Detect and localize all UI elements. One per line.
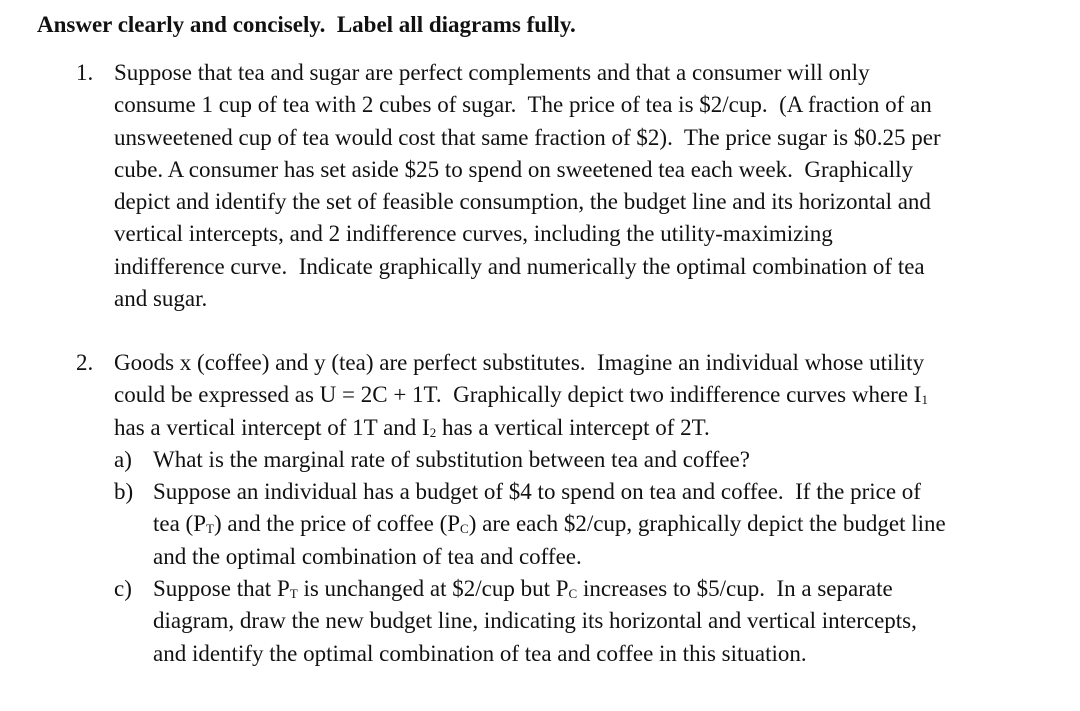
subscript: T (289, 586, 298, 601)
part-c-line-text: is unchanged at $2/cup but P (297, 576, 569, 601)
question-1-line: vertical intercepts, and 2 indifference curves, including the utility-maximizing (114, 221, 833, 247)
question-2-line (114, 379, 1054, 411)
part-c-line: diagram, draw the new budget line, indicating its horizontal and vertical intercepts, (153, 608, 917, 634)
part-a-line: What is the marginal rate of substitution between tea and coffee? (153, 447, 750, 472)
question-1-line: Suppose that tea and sugar are perfect complements and that a consumer will only (114, 60, 870, 85)
question-1-number: 1. (76, 60, 94, 85)
part-b-letter: b) (114, 479, 134, 504)
question-1-line: consume 1 cup of tea with 2 cubes of sugar. The price of tea is $2/cup. (A fraction of an (114, 92, 932, 118)
part-b-line-text: tea (P (153, 511, 207, 537)
question-2-text (114, 347, 1054, 444)
question-2-line (114, 412, 1054, 444)
question-1-line: cube. A consumer has set aside $25 to spend on sweetened tea each week. Graphically (114, 156, 913, 182)
subscript: 2 (429, 424, 437, 440)
question-2-line-text: has a vertical intercept of 2T. (436, 414, 710, 440)
part-a-text (153, 444, 1063, 476)
question-1-line: and sugar. (114, 286, 208, 312)
part-c-letter: c) (114, 576, 132, 601)
part-c-line: and identify the optimal combination of tea and coffee in this situation. (153, 640, 807, 666)
instructions-heading: Answer clearly and concisely. Label all diagrams fully. (37, 12, 576, 37)
question-2-line: Goods x (coffee) and y (tea) are perfect substitutes. Imagine an individual whose utility (114, 350, 925, 375)
part-c-line-text: Suppose that P (153, 576, 290, 601)
part-b-text (153, 476, 1063, 573)
part-c-text (153, 573, 1063, 670)
part-b-line: and the optimal combination of tea and coffee. (153, 543, 582, 569)
part-b-line: Suppose an individual has a budget of $4 to spend on tea and coffee. If the price of (153, 479, 921, 504)
part-c-line (153, 573, 1063, 605)
subscript: C (460, 521, 469, 537)
subscript: C (568, 586, 578, 601)
question-2-number: 2. (76, 350, 94, 375)
subscript: T (206, 521, 214, 537)
question-2-line-text: has a vertical intercept of 1T and I (114, 414, 430, 440)
part-b-line-text: ) and the price of coffee (P (213, 511, 461, 537)
question-2-line-text: could be expressed as U = 2C + 1T. Graphically depict two indifference curves where I (114, 382, 922, 408)
question-1-line: unsweetened cup of tea would cost that same fraction of $2). The price sugar is $0.25 per (114, 124, 941, 150)
part-b-line-text: ) are each $2/cup, graphically depict the budget line (468, 511, 946, 537)
subscript: 1 (921, 392, 928, 408)
part-b-line (153, 508, 1063, 540)
part-a-letter: a) (114, 447, 132, 472)
part-c-line-text: increases to $5/cup. In a separate (577, 576, 893, 601)
question-1-line: indifference curve. Indicate graphically and numerically the optimal combination of tea (114, 253, 925, 279)
question-1-text (114, 57, 1054, 315)
question-1-line: depict and identify the set of feasible consumption, the budget line and its horizontal and (114, 189, 931, 215)
